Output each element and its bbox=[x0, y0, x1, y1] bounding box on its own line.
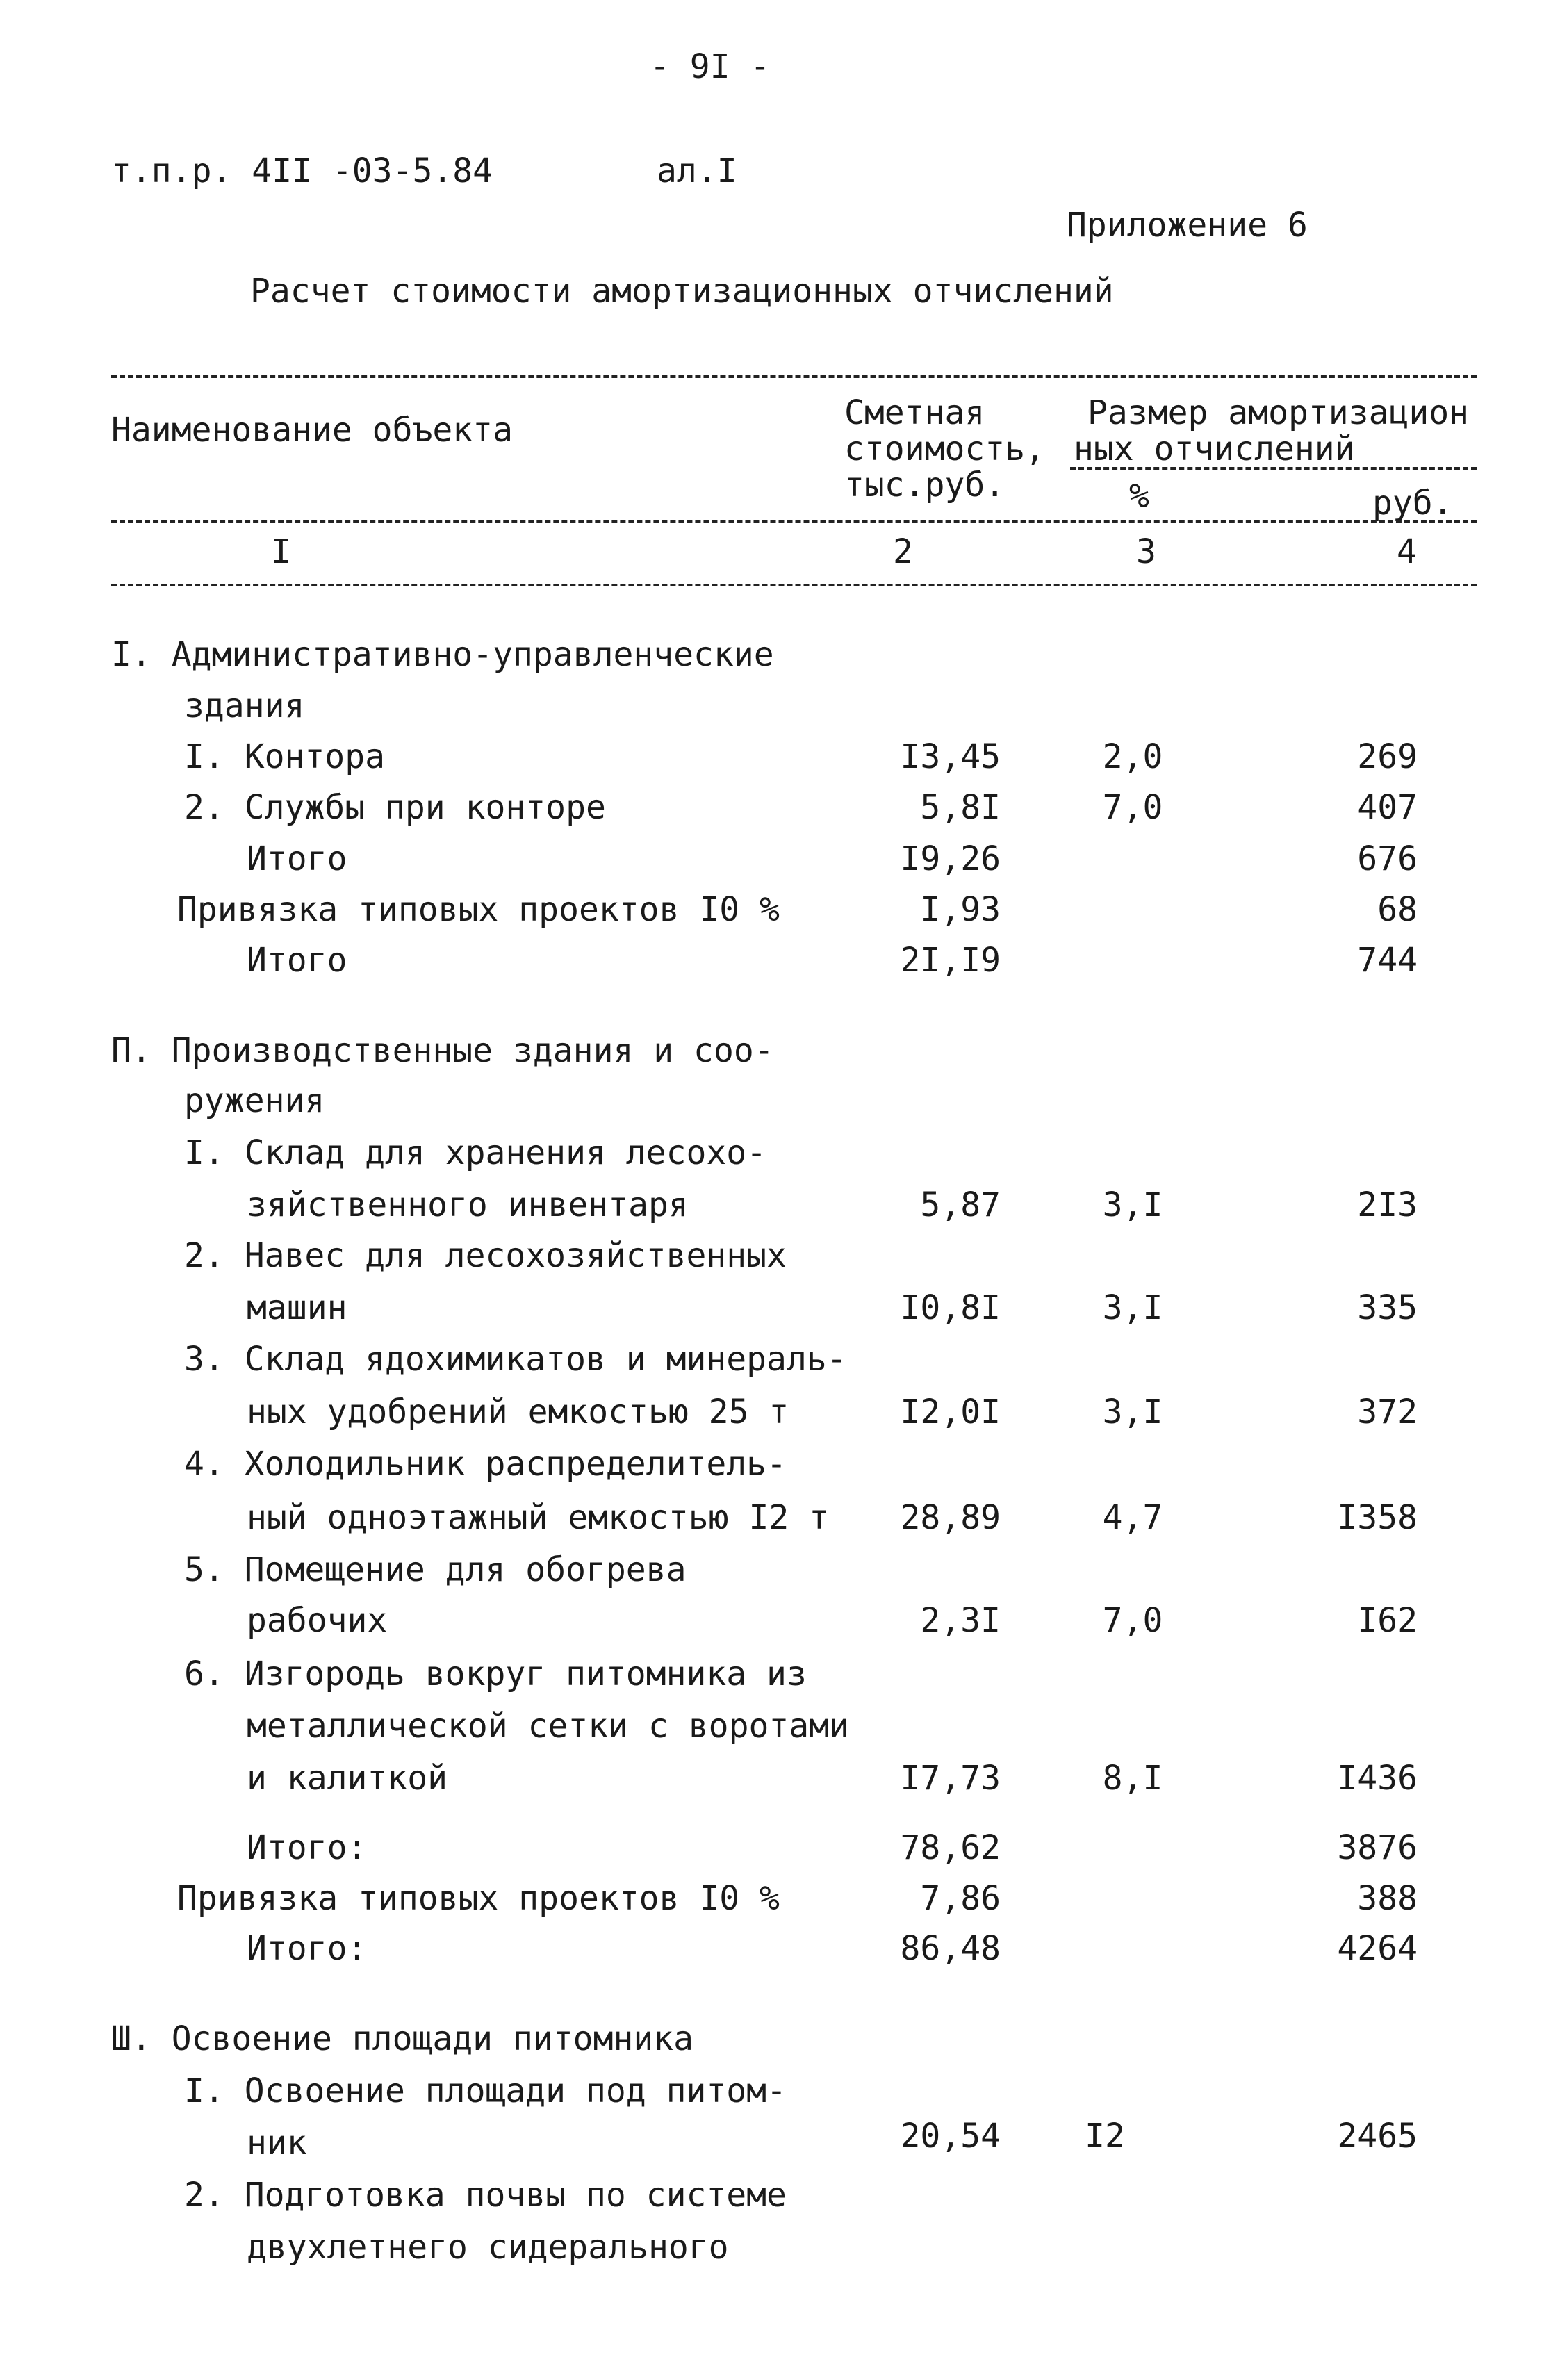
binding-label: Привязка типовых проектов I0 % bbox=[177, 890, 780, 929]
subtotal-rubles: 3876 bbox=[1337, 1828, 1418, 1867]
header-subcolumn-rule bbox=[1070, 467, 1477, 470]
row-cost: 2,3I bbox=[920, 1601, 1001, 1640]
row-percent: 3,I bbox=[1102, 1288, 1163, 1327]
row-name-line2: машин bbox=[247, 1288, 347, 1327]
row-percent: 3,I bbox=[1102, 1393, 1163, 1431]
row-cost: 20,54 bbox=[900, 2117, 1001, 2156]
row-name-line1: 4. Холодильник распределитель- bbox=[184, 1445, 787, 1484]
binding-label: Привязка типовых проектов I0 % bbox=[177, 1879, 780, 1918]
header-object-name: Наименование объекта bbox=[111, 411, 513, 450]
row-name-line1: 3. Склад ядохимикатов и минераль- bbox=[184, 1340, 847, 1379]
table-top-rule bbox=[111, 375, 1477, 378]
row-cost: I0,8I bbox=[900, 1288, 1001, 1327]
row-rubles: I436 bbox=[1337, 1759, 1418, 1798]
row-name-line1: I. Освоение площади под питом- bbox=[184, 2071, 787, 2110]
row-cost: I2,0I bbox=[900, 1393, 1001, 1431]
row-name-line2: ник bbox=[247, 2124, 307, 2162]
row-cost: 28,89 bbox=[900, 1498, 1001, 1537]
total-cost: 86,48 bbox=[900, 1929, 1001, 1968]
section-1-title-line1: I. Административно-управленческие bbox=[111, 635, 774, 674]
column-number-3: 3 bbox=[1136, 532, 1156, 571]
row-percent: 7,0 bbox=[1102, 1601, 1163, 1640]
row-name-line2: металлической сетки с воротами bbox=[247, 1707, 849, 1746]
subtotal-cost: 78,62 bbox=[900, 1828, 1001, 1867]
column-number-4: 4 bbox=[1397, 532, 1417, 571]
header-amortization-line1: Размер амортизацион bbox=[1087, 393, 1470, 432]
total-rubles: 4264 bbox=[1337, 1929, 1418, 1968]
row-rubles: I358 bbox=[1337, 1498, 1418, 1537]
header-rule bbox=[111, 520, 1477, 523]
row-rubles: I62 bbox=[1357, 1601, 1418, 1640]
section-3-title: Ш. Освоение площади питомника bbox=[111, 2019, 694, 2058]
total-cost: 2I,I9 bbox=[900, 941, 1001, 980]
row-name: I. Контора bbox=[184, 737, 385, 776]
binding-cost: 7,86 bbox=[920, 1879, 1001, 1918]
total-label: Итого bbox=[247, 941, 347, 980]
column-number-rule bbox=[111, 584, 1477, 586]
row-rubles: 269 bbox=[1357, 737, 1418, 776]
document-reference: т.п.р. 4II -03-5.84 bbox=[111, 151, 493, 190]
subtotal-label: Итого: bbox=[247, 1828, 368, 1867]
header-rubles: руб. bbox=[1372, 484, 1453, 523]
binding-rubles: 388 bbox=[1357, 1879, 1418, 1918]
row-percent: 2,0 bbox=[1102, 737, 1163, 776]
row-percent: 4,7 bbox=[1102, 1498, 1163, 1537]
page-title: Расчет стоимости амортизационных отчислений bbox=[250, 272, 1114, 311]
row-rubles: 335 bbox=[1357, 1288, 1418, 1327]
section-1-title-line2: здания bbox=[184, 687, 305, 725]
row-name-line1: I. Склад для хранения лесохо- bbox=[184, 1133, 767, 1172]
row-name-line2: ных удобрений емкостью 25 т bbox=[247, 1393, 789, 1431]
row-name-line3: и калиткой bbox=[247, 1759, 448, 1798]
binding-cost: I,93 bbox=[920, 890, 1001, 929]
row-name-line2: двухлетнего сидерального bbox=[247, 2228, 729, 2267]
row-percent: I2 bbox=[1085, 2117, 1125, 2156]
sheet-label: ал.I bbox=[657, 151, 737, 190]
row-rubles: 2I3 bbox=[1357, 1185, 1418, 1224]
column-number-2: 2 bbox=[893, 532, 913, 571]
row-name-line2: ный одноэтажный емкостью I2 т bbox=[247, 1498, 830, 1537]
section-2-title-line1: П. Производственные здания и соо- bbox=[111, 1031, 774, 1070]
row-cost: 5,8I bbox=[920, 788, 1001, 827]
page-number: - 9I - bbox=[650, 47, 771, 86]
header-cost-line1: Сметная bbox=[844, 393, 985, 432]
row-rubles: 2465 bbox=[1337, 2117, 1418, 2156]
row-cost: I7,73 bbox=[900, 1759, 1001, 1798]
section-2-title-line2: ружения bbox=[184, 1081, 325, 1120]
total-label: Итого: bbox=[247, 1929, 368, 1968]
row-cost: I3,45 bbox=[900, 737, 1001, 776]
appendix-label: Приложение 6 bbox=[1067, 206, 1308, 245]
header-cost-line3: тыс.руб. bbox=[844, 466, 1005, 504]
subtotal-rubles: 676 bbox=[1357, 839, 1418, 878]
row-name: 2. Службы при конторе bbox=[184, 788, 606, 827]
binding-rubles: 68 bbox=[1377, 890, 1418, 929]
header-cost-line2: стоимость, bbox=[844, 429, 1045, 468]
row-cost: 5,87 bbox=[920, 1185, 1001, 1224]
row-rubles: 407 bbox=[1357, 788, 1418, 827]
subtotal-cost: I9,26 bbox=[900, 839, 1001, 878]
row-name-line1: 2. Подготовка почвы по системе bbox=[184, 2176, 787, 2215]
row-rubles: 372 bbox=[1357, 1393, 1418, 1431]
row-name-line2: зяйственного инвентаря bbox=[247, 1185, 689, 1224]
row-percent: 3,I bbox=[1102, 1185, 1163, 1224]
column-number-1: I bbox=[271, 532, 291, 571]
row-percent: 8,I bbox=[1102, 1759, 1163, 1798]
total-rubles: 744 bbox=[1357, 941, 1418, 980]
row-name-line1: 5. Помещение для обогрева bbox=[184, 1550, 687, 1589]
row-name-line1: 2. Навес для лесохозяйственных bbox=[184, 1236, 787, 1275]
row-name-line1: 6. Изгородь вокруг питомника из bbox=[184, 1655, 807, 1693]
header-amortization-line2: ных отчислений bbox=[1074, 429, 1355, 468]
header-percent: % bbox=[1129, 477, 1149, 516]
row-percent: 7,0 bbox=[1102, 788, 1163, 827]
row-name-line2: рабочих bbox=[247, 1601, 388, 1640]
subtotal-label: Итого bbox=[247, 839, 347, 878]
